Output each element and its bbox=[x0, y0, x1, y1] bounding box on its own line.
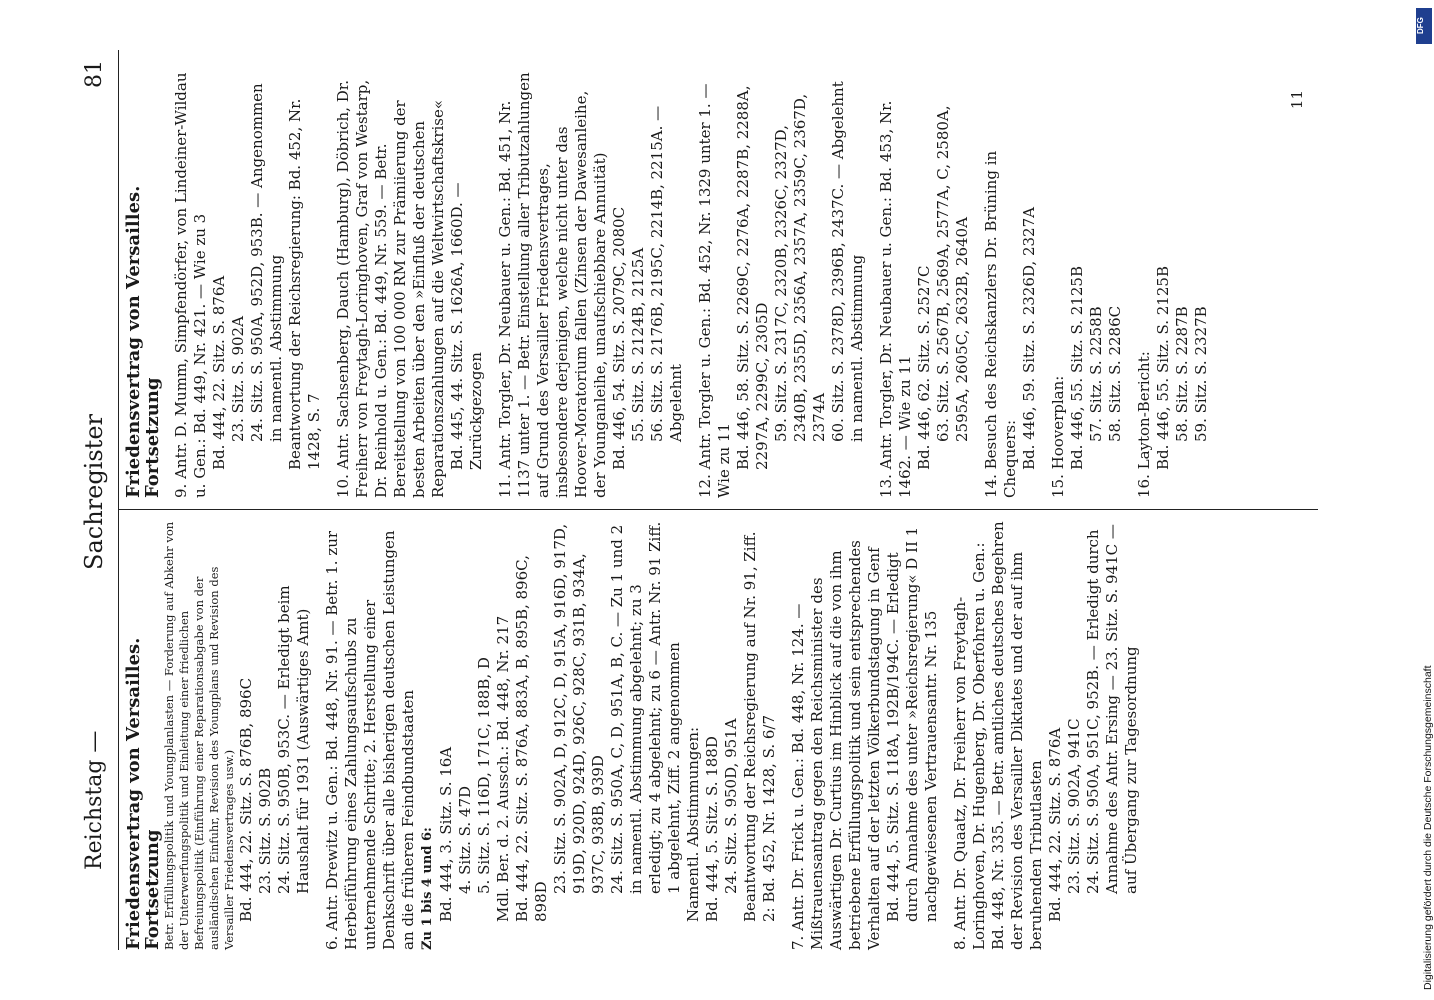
ref-line: Bd. 444, 5. Sitz. S. 118A, 192B/194C. — Erledigt durch Annahme des unter »Reichsregierung« D II 1 nachgewiesenen Vertrauensantr. Nr. 135 bbox=[884, 526, 940, 922]
funding-sidebar-text: Digitalisierung gefördert durch die Deutsche Forschungsgemeinschaft bbox=[1422, 665, 1434, 990]
ref-line: Bd. 446, 58. Sitz. S. 2269C, 2276A, 2287B, 2288A, 2297A, 2299C, 2305D bbox=[734, 85, 771, 470]
ref-line: 57. Sitz. S. 2258B bbox=[1087, 306, 1105, 442]
section-heading: Friedensvertrag von Versailles. Fortsetzung bbox=[123, 637, 163, 950]
header-left: Reichstag — bbox=[82, 730, 107, 870]
entry-intro: Betr. Erfüllungspolitik und Youngplanlasten — Forderung auf Abkehr von der Unterwerfungspolitik und Einleitung einer friedlichen Befreiungspolitik (Einführung einer Reparationsabgabe von der ausländischen Einfuhr, Revision des Youngplans und Revision des Versailler Friedensvertrages usw.) bbox=[162, 521, 236, 950]
right-column bbox=[124, 68, 1211, 498]
ref-line: Bd. 446, 62. Sitz. S. 2527C bbox=[915, 265, 933, 470]
ref-line: Bd. 445, 44. Sitz. S. 1626A, 1660D. — Zurückgezogen bbox=[448, 182, 485, 470]
left-column bbox=[124, 520, 1141, 950]
ref-line: 56. Sitz. S. 2176B, 2195C, 2214B, 2215A. — Abgelehnt bbox=[648, 105, 685, 442]
ref-line: 5. Sitz. S. 116D, 171C, 188B, D bbox=[475, 657, 493, 894]
ref-line: 23. Sitz. S. 902A, D, 912C, D, 915A, 916D, 917D, 919D, 920D, 924D, 926C, 928C, 931B, 934A, 937C, 938B, 939D bbox=[551, 523, 607, 894]
entry-14: 14. Besuch des Reichskanzlers Dr. Brüning in Chequers: bbox=[982, 150, 1019, 498]
ref-line: 63. Sitz. S. 2567B, 2569A, 2577A, C, 2580A, 2595A, 2605C, 2632B, 2640A bbox=[934, 105, 971, 442]
ref-line: Bd. 444, 22. Sitz. S. 876A bbox=[210, 275, 228, 470]
ref-line: 24. Sitz. S. 950A, 952D, 953B. — Angenommen in namentl. Abstimmung bbox=[248, 83, 285, 442]
ref-line: Bd. 444, 5. Sitz. S. 188D bbox=[703, 736, 721, 922]
ref-line: Mdl. Ber. d. 2. Aussch.: Bd. 448, Nr. 217 bbox=[494, 615, 512, 922]
ref-line: 23. Sitz. S. 902B bbox=[256, 767, 274, 894]
entry-16: 16. Layton-Bericht: bbox=[1135, 351, 1153, 498]
ref-line: 24. Sitz. S. 950D, 951A bbox=[722, 718, 740, 894]
entry-7: 7. Antr. Dr. Frick u. Gen.: Bd. 448, Nr. 124. — Mißtrauensantrag gegen den Reichsminister des Auswärtigen Dr. Curtius im Hinblick auf die von ihm betriebene Erfüllungspolitik und sein entsprechendes Verhalten auf der letzten Völkerbundstagung in Genf bbox=[789, 540, 883, 950]
entry-11: 11. Antr. Torgler, Dr. Neubauer u. Gen.: Bd. 451, Nr. 1137 unter 1. — Betr. Einstellung aller Tributzahlungen auf Grund des Versailler Friedensvertrages, insbesondere derjenigen, welche nicht unter das Hoover-Moratorium fallen (Zinsen der Dawesanleihe, der Younganleihe, unaufschiebbare Annuität) bbox=[496, 72, 609, 498]
ref-line: 24. Sitz. S. 950A, C, D, 951A, B, C. — Zu 1 und 2 in namentl. Abstimmung abgelehnt; zu 3 erledigt; zu 4 abgelehnt; zu 6 — Antr. Nr. 91 Ziff. 1 abgelehnt, Ziff. 2 angenommen bbox=[608, 521, 683, 894]
ref-line: 23. Sitz. S. 902A, 941C bbox=[1065, 718, 1083, 894]
ref-line: Bd. 446, 59. Sitz. S. 2326D, 2327A bbox=[1020, 207, 1038, 470]
ref-line: Beantwortung der Reichsregierung auf Nr. 91, Ziff. 2: Bd. 452, Nr. 1428, S. 6/7 bbox=[741, 531, 778, 922]
ref-line: 58. Sitz. S. 2287B bbox=[1173, 306, 1191, 442]
page-number: 81 bbox=[82, 60, 107, 88]
ref-line: 59. Sitz. S. 2317C, 2320B, 2326C, 2327D, 2340B, 2355D, 2356A, 2357A, 2359C, 2367D, 2374A bbox=[772, 93, 828, 442]
ref-line: Bd. 444, 22. Sitz. S. 876B, 896C bbox=[237, 677, 255, 922]
ref-line: Bd. 444, 22. Sitz. S. 876A bbox=[1046, 727, 1064, 922]
entry-15: 15. Hooverplan: bbox=[1049, 375, 1067, 498]
entry-12: 12. Antr. Torgler u. Gen.: Bd. 452, Nr. 1329 unter 1. — Wie zu 11 bbox=[696, 83, 733, 498]
ref-line: 59. Sitz. S. 2327B bbox=[1192, 306, 1210, 442]
entry-10: 10. Antr. Sachsenberg, Dauch (Hamburg), Döbrich, Dr. Freiherr von Freytagh-Loringhoven, Graf von Westarp, Dr. Reinhold u. Gen.: Bd. 449, Nr. 559. — Betr. Bereitstellung von 100 000 RM zur Prämiierung der besten Arbeiten über den »Einfluß der deutschen Reparationszahlungen auf die Weltwirtschaftskrise« bbox=[334, 79, 447, 498]
column-divider bbox=[118, 509, 1318, 510]
entry-8: 8. Antr. Dr. Quaatz, Dr. Freiherr von Freytagh-Loringhoven, Dr. Hugenberg, Dr. Oberfohren u. Gen.: Bd. 448, Nr. 335. — Betr. amtliches deutsches Begehren der Revision des Versailler Diktates und der auf ihm beruhenden Tributlasten bbox=[951, 521, 1045, 950]
entry-6-sub: Zu 1 bis 4 und 6: bbox=[420, 827, 435, 950]
ref-line: Bd. 446, 54. Sitz. S. 2079C, 2080C bbox=[610, 206, 628, 470]
ref-line: Bd. 444, 3. Sitz. S. 16A bbox=[437, 746, 455, 922]
header-title: Sachregister bbox=[80, 414, 108, 570]
ref-line: 24. Sitz. S. 950B, 953C. — Erledigt beim Haushalt für 1931 (Auswärtiges Amt) bbox=[275, 585, 312, 894]
ref-line: Namentl. Abstimmungen: bbox=[684, 726, 702, 922]
header-rule bbox=[118, 50, 119, 950]
ref-line: Beantwortung der Reichsregierung: Bd. 452, Nr. 1428, S. 7 bbox=[286, 98, 323, 470]
ref-line: Bd. 446, 55. Sitz. S. 2125B bbox=[1154, 266, 1172, 470]
entry-9: 9. Antr. D. Mumm, Simpfendörfer, von Lindeiner-Wildau u. Gen.: Bd. 449, Nr. 421. — Wie zu 3 bbox=[172, 72, 209, 498]
dfg-logo: DFG bbox=[1416, 8, 1432, 44]
ref-line: 23. Sitz. S. 902A bbox=[229, 316, 247, 442]
ref-line: 60. Sitz. S. 2378D, 2396B, 2437C. — Abgelehnt in namentl. Abstimmung bbox=[829, 81, 866, 442]
ref-line: 58. Sitz. S. 2286C bbox=[1106, 305, 1124, 442]
ref-line: Bd. 446, 55. Sitz. S. 2125B bbox=[1068, 266, 1086, 470]
signature-number: 11 bbox=[1288, 90, 1306, 110]
rotated-scanned-page bbox=[80, 50, 1320, 950]
entry-6: 6. Antr. Drewitz u. Gen.: Bd. 448, Nr. 91. — Betr. 1. zur Herbeiführung eines Zahlungsaufschubs zu unternehmende Schritte; 2. Herstellung einer Denkschrift über alle bisherigen deutschen Leistungen an die früheren Feindbundstaaten bbox=[323, 530, 417, 950]
section-heading: Friedensvertrag von Versailles. Fortsetzung bbox=[123, 185, 163, 498]
running-header bbox=[80, 50, 116, 950]
entry-13: 13. Antr. Torgler, Dr. Neubauer u. Gen.: Bd. 453, Nr. 1462. — Wie zu 11 bbox=[877, 100, 914, 498]
ref-line: Bd. 444, 22. Sitz. S. 876A, 883A, B, 895B, 896C, 898D bbox=[513, 555, 550, 922]
ref-line: 55. Sitz. S. 2124B, 2125A bbox=[629, 247, 647, 442]
ref-line: 4. Sitz. S. 47D bbox=[456, 785, 474, 894]
ref-line: 24. Sitz. S. 950A, 951C, 952B. — Erledigt durch Annahme des Antr. Ersing — 23. Sitz. S. 941C — auf Übergang zur Tagesordnung bbox=[1084, 524, 1140, 894]
